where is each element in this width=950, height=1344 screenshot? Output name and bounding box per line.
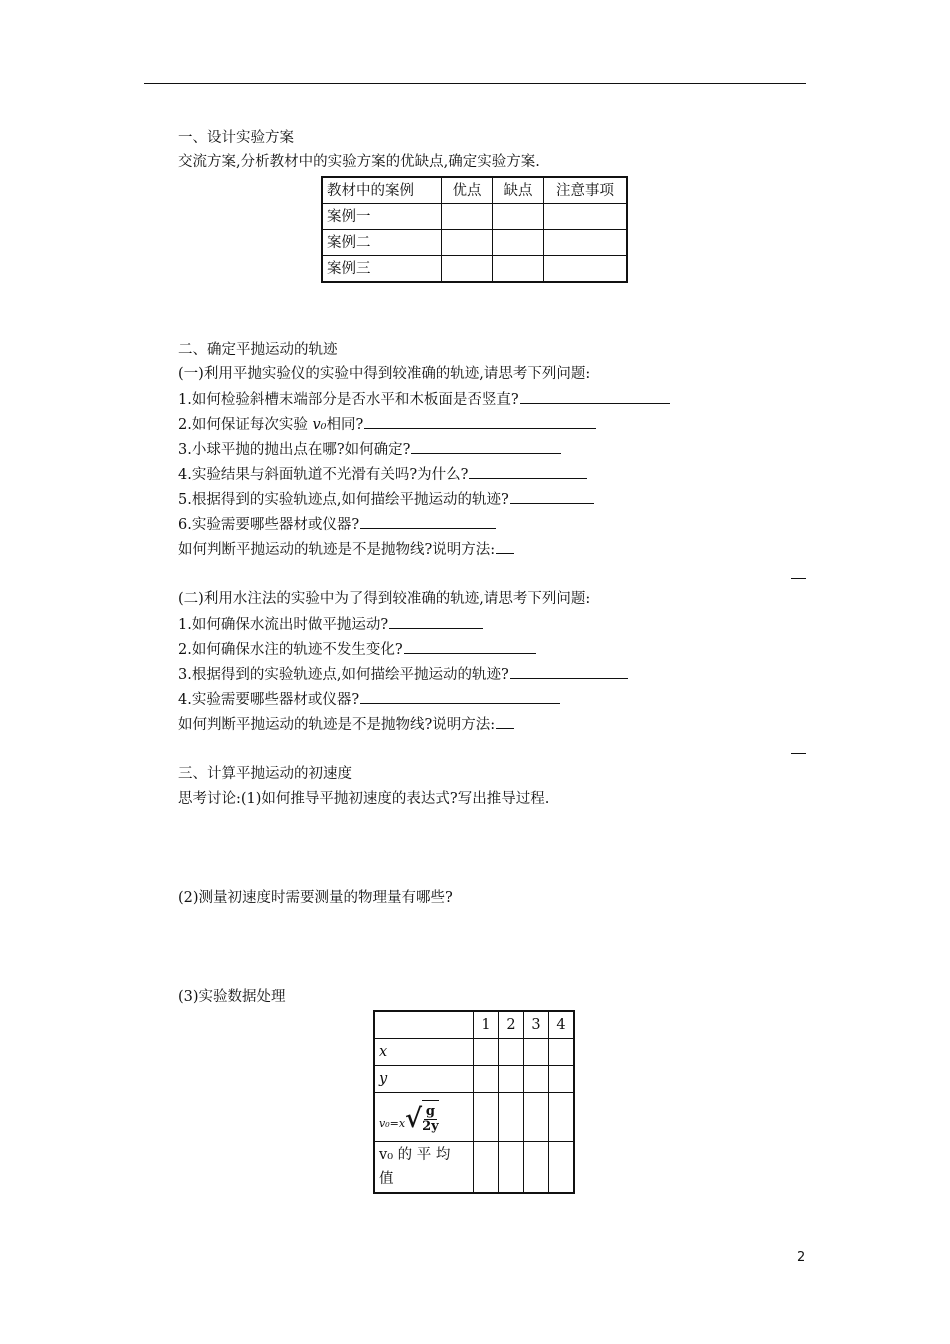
answer-blank[interactable]	[364, 414, 596, 429]
part1-question-6	[178, 514, 496, 535]
question-number: 2.	[178, 417, 192, 433]
part1-question-3	[178, 439, 561, 460]
table-cell[interactable]	[493, 204, 544, 230]
table-cell[interactable]	[442, 204, 493, 230]
table-header-row	[374, 1011, 574, 1039]
answer-blank[interactable]	[360, 689, 560, 704]
v0-symbol: v₀	[312, 417, 327, 433]
part1-question-4	[178, 464, 587, 485]
section3-heading: 三、计算平抛运动的初速度	[178, 766, 352, 782]
part2-question-3	[178, 664, 628, 685]
answer-blank[interactable]	[389, 614, 483, 629]
header-cell: 缺点	[493, 177, 544, 204]
table-row	[374, 1066, 574, 1093]
answer-blank[interactable]	[496, 539, 514, 554]
part1-method	[178, 539, 514, 560]
answer-blank[interactable]	[520, 389, 670, 404]
question-text: 根据得到的实验轨迹点,如何描绘平抛运动的轨迹?	[191, 667, 509, 683]
question-text: 相同?	[326, 417, 364, 433]
question-text: 实验需要哪些器材或仪器?	[191, 692, 360, 708]
part2-question-1	[178, 614, 483, 635]
table-cell[interactable]	[499, 1066, 524, 1093]
method-text: 如何判断平抛运动的轨迹是不是抛物线?说明方法:	[178, 717, 496, 733]
table-cell[interactable]	[549, 1142, 575, 1194]
question-text: 实验需要哪些器材或仪器?	[191, 517, 360, 533]
part1-question-5	[178, 489, 594, 510]
table-cell[interactable]	[493, 256, 544, 283]
question-text: 如何确保水流出时做平抛运动?	[191, 617, 389, 633]
table-cell[interactable]	[549, 1093, 575, 1142]
header-rule	[144, 83, 806, 84]
question-number: 3.	[178, 442, 192, 458]
part2-method	[178, 714, 514, 735]
formula-cell	[374, 1093, 474, 1142]
method-text: 如何判断平抛运动的轨迹是不是抛物线?说明方法:	[178, 542, 496, 558]
discussion-question-3: (3)实验数据处理	[178, 989, 286, 1005]
table-cell[interactable]	[524, 1093, 549, 1142]
column-header: 4	[549, 1011, 575, 1039]
question-text: 如何确保水注的轨迹不发生变化?	[191, 642, 403, 658]
fraction-denominator: 2y	[422, 1119, 439, 1134]
corner-cell	[374, 1011, 474, 1039]
case-comparison-table	[321, 176, 628, 283]
answer-continuation-line[interactable]	[791, 753, 806, 754]
answer-blank[interactable]	[360, 514, 496, 529]
header-cell: 优点	[442, 177, 493, 204]
table-row	[322, 230, 627, 256]
column-header: 1	[474, 1011, 499, 1039]
part2-intro: (二)利用水注法的实验中为了得到较准确的轨迹,请思考下列问题:	[178, 591, 591, 607]
table-cell[interactable]	[474, 1039, 499, 1066]
question-text: 实验结果与斜面轨道不光滑有关吗?为什么?	[191, 467, 469, 483]
table-row	[322, 204, 627, 230]
section2-heading: 二、确定平抛运动的轨迹	[178, 342, 338, 358]
part1-question-1	[178, 389, 670, 410]
question-number: 5.	[178, 492, 192, 508]
answer-blank[interactable]	[469, 464, 587, 479]
question-text: 如何检验斜槽末端部分是否水平和木板面是否竖直?	[191, 392, 519, 408]
row-label-y: y	[374, 1066, 474, 1093]
question-number: 3.	[178, 667, 192, 683]
table-cell[interactable]	[442, 230, 493, 256]
answer-continuation-line[interactable]	[791, 578, 806, 579]
answer-blank[interactable]	[404, 639, 536, 654]
discussion-question-1: 思考讨论:(1)如何推导平抛初速度的表达式?写出推导过程.	[178, 791, 550, 807]
average-label-line2: 值	[379, 1171, 394, 1187]
table-cell[interactable]	[474, 1066, 499, 1093]
discussion-question-2: (2)测量初速度时需要测量的物理量有哪些?	[178, 890, 453, 906]
row-label: 案例二	[322, 230, 442, 256]
table-cell[interactable]	[524, 1039, 549, 1066]
table-cell[interactable]	[474, 1093, 499, 1142]
table-cell[interactable]	[524, 1066, 549, 1093]
table-cell[interactable]	[549, 1066, 575, 1093]
question-text: 根据得到的实验轨迹点,如何描绘平抛运动的轨迹?	[191, 492, 509, 508]
section1-intro: 交流方案,分析教材中的实验方案的优缺点,确定实验方案.	[178, 154, 540, 170]
question-number: 2.	[178, 642, 192, 658]
table-row	[374, 1039, 574, 1066]
answer-blank[interactable]	[411, 439, 561, 454]
table-cell[interactable]	[499, 1142, 524, 1194]
table-cell[interactable]	[493, 230, 544, 256]
header-cell: 教材中的案例	[322, 177, 442, 204]
table-cell[interactable]	[544, 256, 628, 283]
question-number: 4.	[178, 692, 192, 708]
part2-question-2	[178, 639, 536, 660]
average-label-line1: v₀ 的 平 均	[379, 1147, 451, 1163]
table-header-row	[322, 177, 627, 204]
page-number: 2	[797, 1250, 806, 1265]
answer-blank[interactable]	[496, 714, 514, 729]
data-processing-table	[373, 1010, 575, 1194]
formula-lhs: v₀=x	[379, 1117, 406, 1130]
answer-blank[interactable]	[510, 489, 594, 504]
section1-heading: 一、设计实验方案	[178, 130, 294, 146]
table-cell[interactable]	[499, 1039, 524, 1066]
table-row	[374, 1093, 574, 1142]
table-cell[interactable]	[549, 1039, 575, 1066]
average-label-cell	[374, 1142, 474, 1194]
question-number: 1.	[178, 392, 192, 408]
header-cell: 注意事项	[544, 177, 628, 204]
table-cell[interactable]	[442, 256, 493, 283]
answer-blank[interactable]	[510, 664, 628, 679]
table-row	[374, 1142, 574, 1194]
question-text: 如何保证每次实验	[191, 417, 313, 433]
table-cell[interactable]	[544, 204, 628, 230]
fraction	[422, 1105, 439, 1134]
question-text: 小球平抛的抛出点在哪?如何确定?	[191, 442, 411, 458]
row-label-x: x	[374, 1039, 474, 1066]
part2-question-4	[178, 689, 560, 710]
column-header: 2	[499, 1011, 524, 1039]
part1-intro: (一)利用平抛实验仪的实验中得到较准确的轨迹,请思考下列问题:	[178, 366, 591, 382]
row-label: 案例三	[322, 256, 442, 283]
fraction-numerator: g	[425, 1104, 435, 1119]
part1-question-2	[178, 414, 596, 435]
column-header: 3	[524, 1011, 549, 1039]
sqrt-symbol: √ $\frac{g}{2y}$	[405, 1100, 439, 1134]
row-label: 案例一	[322, 204, 442, 230]
table-cell[interactable]	[499, 1093, 524, 1142]
question-number: 1.	[178, 617, 192, 633]
table-row	[322, 256, 627, 283]
question-number: 6.	[178, 517, 192, 533]
question-number: 4.	[178, 467, 192, 483]
table-cell[interactable]	[544, 230, 628, 256]
table-cell[interactable]	[524, 1142, 549, 1194]
table-cell[interactable]	[474, 1142, 499, 1194]
